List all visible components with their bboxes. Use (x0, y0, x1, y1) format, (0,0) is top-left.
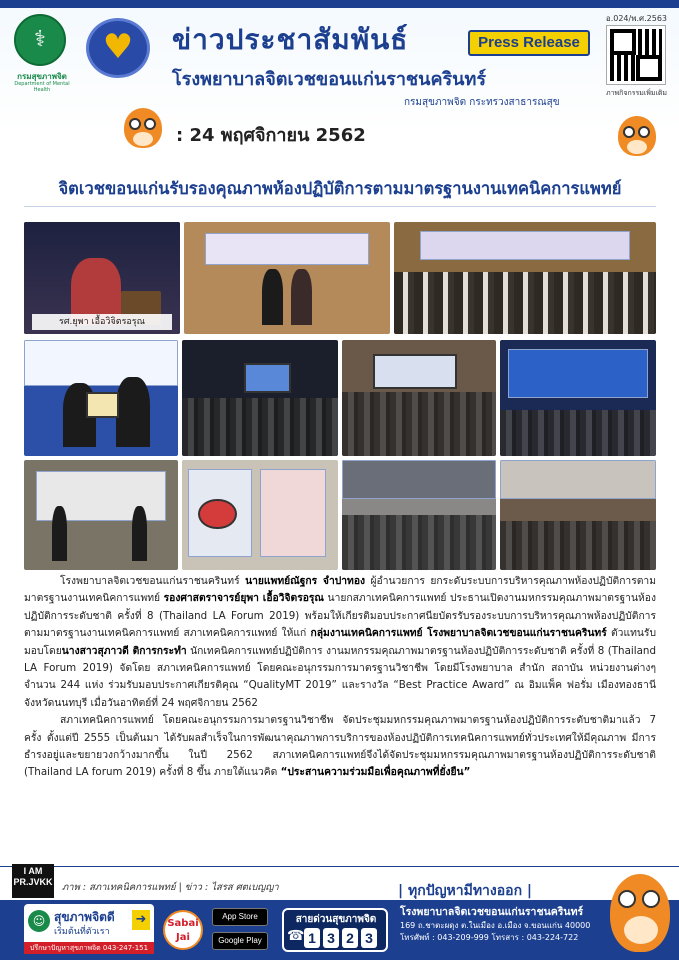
department-name: กรมสุขภาพจิต กระทรวงสาธารณสุข (404, 97, 560, 108)
owl-mascot-icon (604, 866, 674, 956)
article-paragraph: โรงพยาบาลจิตเวชขอนแก่นราชนครินทร์ นายแพทย์ณัฐกร จำปาทอง ผู้อำนวยการ ยกระดับระบบการบริหารคุณภาพห้องปฏิบัติการตามมาตรฐานงานเทคนิคการแพทย์ รองศาสตราจารย์ยุพา เอื้อวิจิตรอรุณ นายกสภาเทคนิคการแพทย์ ประธานเปิดงานมหกรรมคุณภาพมาตรฐานห้องปฏิบัติการระดับชาติ ครั้งที่ 8 (Thailand LA Forum 2019) พร้อมให้เกียรติมอบประกาศนียบัตรรับรองระบบการบริหารคุณภาพห้องปฏิบัติการตามมาตรฐานงานเทคนิคการแพทย์ สภาเทคนิคการแพทย์ ให้แก่ กลุ่มงานเทคนิคการแพทย์ โรงพยาบาลจิตเวชขอนแก่นราชนครินทร์ ตัวแทนรับมอบโดยนางสาวสุภาวดี ติการกระทำ นักเทคนิคการแพทย์ปฏิบัติการ งานมหกรรมคุณภาพมาตรฐานห้องปฏิบัติการระดับชาติ ครั้งที่ 8 (Thailand LA Forum 2019) จัดโดย สภาเทคนิคการแพทย์ โดยคณะอนุกรรมการมาตรฐานวิชาชีพ โดยมีโรงพยาบาล สำนัก สถาบัน หน่วยงานต่างๆ จำนวน 244 แห่ง ร่วมรับมอบประกาศเกียรติคุณ “QualityMT 2019” และรางวัล “Best Practice Award” ณ อิมแพ็ค ฟอรั่ม เมืองทองธานี จังหวัดนนทบุรี เมื่อวันอาทิตย์ที่ 24 พฤศจิกายน 2562 (24, 575, 656, 709)
moph-logo (10, 14, 72, 93)
mental-health-banner[interactable]: ☺ สุขภาพจิตดี เริ่มต้นที่ตัวเรา ➜ ปรึกษาปัญหาสุขภาพจิต 043-247-151 (24, 904, 154, 954)
photo-caption: รศ.ยุพา เอื้อวิจิตรอรุณ (32, 314, 172, 330)
qr-code-icon[interactable] (607, 26, 665, 84)
photo-credit: ภาพ : สภาเทคนิคการแพทย์ | ข่าว : ไสรส ศตเบญญา (62, 882, 279, 893)
arrow-icon: ➜ (132, 910, 150, 930)
press-release-badge: Press Release (468, 30, 590, 56)
photo-poster-visitors (24, 460, 178, 570)
sabai-jai-app-logo[interactable]: Sabai Jai (163, 910, 203, 950)
hospital-logo (86, 18, 152, 80)
page-title: ข่าวประชาสัมพันธ์ (172, 23, 409, 56)
photo-group (394, 222, 656, 334)
divider (0, 866, 679, 867)
article-paragraph: สภาเทคนิคการแพทย์ โดยคณะอนุกรรมการมาตรฐานวิชาชีพ จัดประชุมมหกรรมคุณภาพมาตรฐานห้องปฏิบัติการระดับชาติมาแล้ว 7 ครั้ง ตั้งแต่ปี 2555 เป็นต้นมา ได้รับผลสำเร็จในการพัฒนาคุณภาพการบริการของห้องปฏิบัติการเทคนิคการแพทย์ทั่วประเทศให้มีคุณภาพ มีการธำรงอยู่และขยายวงกว้างมากขึ้น ในปี 2562 สภาเทคนิคการแพทย์จึงได้จัดประชุมมหกรรมคุณภาพมาตรฐานห้องปฏิบัติการระดับชาติ (Thailand LA forum 2019) ครั้งที่ 8 ขึ้น ภายใต้แนวคิด “ประสานความร่วมมือเพื่อคุณภาพที่ยั่งยืน” (24, 714, 656, 779)
heart-icon: ♥ (102, 27, 134, 67)
app-store-button[interactable]: App Store (212, 908, 268, 926)
document-number: อ.024/พ.ศ.2563 (605, 14, 667, 23)
top-band (0, 0, 679, 8)
caduceus-icon: ⚕ (14, 14, 66, 66)
photo-forum-sign (500, 340, 656, 456)
photo-audience-2 (342, 340, 496, 456)
divider (24, 206, 656, 207)
release-date: : 24 พฤศจิกายน 2562 (176, 125, 366, 146)
mental-health-icon: ☺ (28, 910, 50, 932)
article-body (24, 573, 656, 782)
photo-audience-1 (182, 340, 338, 456)
moph-logo-caption: กรมสุขภาพจิต (17, 72, 67, 81)
owl-mascot-icon (118, 100, 168, 150)
hotline-digits: 1 3 2 3 (304, 928, 377, 948)
photo-exhibit-floor (500, 460, 656, 570)
photo-exhibit-booth (182, 460, 338, 570)
slogan: | ทุกปัญหามีทางออก | (398, 883, 533, 899)
qr-caption: ภาพกิจกรรมเพิ่มเติม (605, 89, 667, 97)
owl-mascot-icon (612, 108, 662, 158)
iam-pr-badge: I AM PR.JVKK (12, 864, 54, 898)
photo-exhibit-hall (342, 460, 496, 570)
photo-award-stage (184, 222, 390, 334)
headline: จิตเวชขอนแก่นรับรองคุณภาพห้องปฏิบัติการตามมาตรฐานงานเทคนิคการแพทย์ (58, 179, 622, 198)
hospital-address: โรงพยาบาลจิตเวชขอนแก่นราชนครินทร์ 169 ถ.ชาตะผดุง ต.ในเมือง อ.เมือง จ.ขอนแก่น 40000 โทรศัพท์ : 043-209-999 โทรสาร : 043-224-722 (400, 906, 591, 942)
header (0, 0, 679, 165)
hospital-name: โรงพยาบาลจิตเวชขอนแก่นราชนครินทร์ (172, 69, 486, 90)
moph-logo-caption-en: Department of Mental Health (14, 81, 70, 93)
consult-phone: ปรึกษาปัญหาสุขภาพจิต 043-247-151 (24, 942, 154, 954)
google-play-button[interactable]: Google Play (212, 932, 268, 950)
hotline-1323[interactable]: สายด่วนสุขภาพจิต ☎ 1 3 2 3 (282, 908, 388, 952)
photo-certificate (24, 340, 178, 456)
phone-icon: ☎ (287, 928, 305, 944)
